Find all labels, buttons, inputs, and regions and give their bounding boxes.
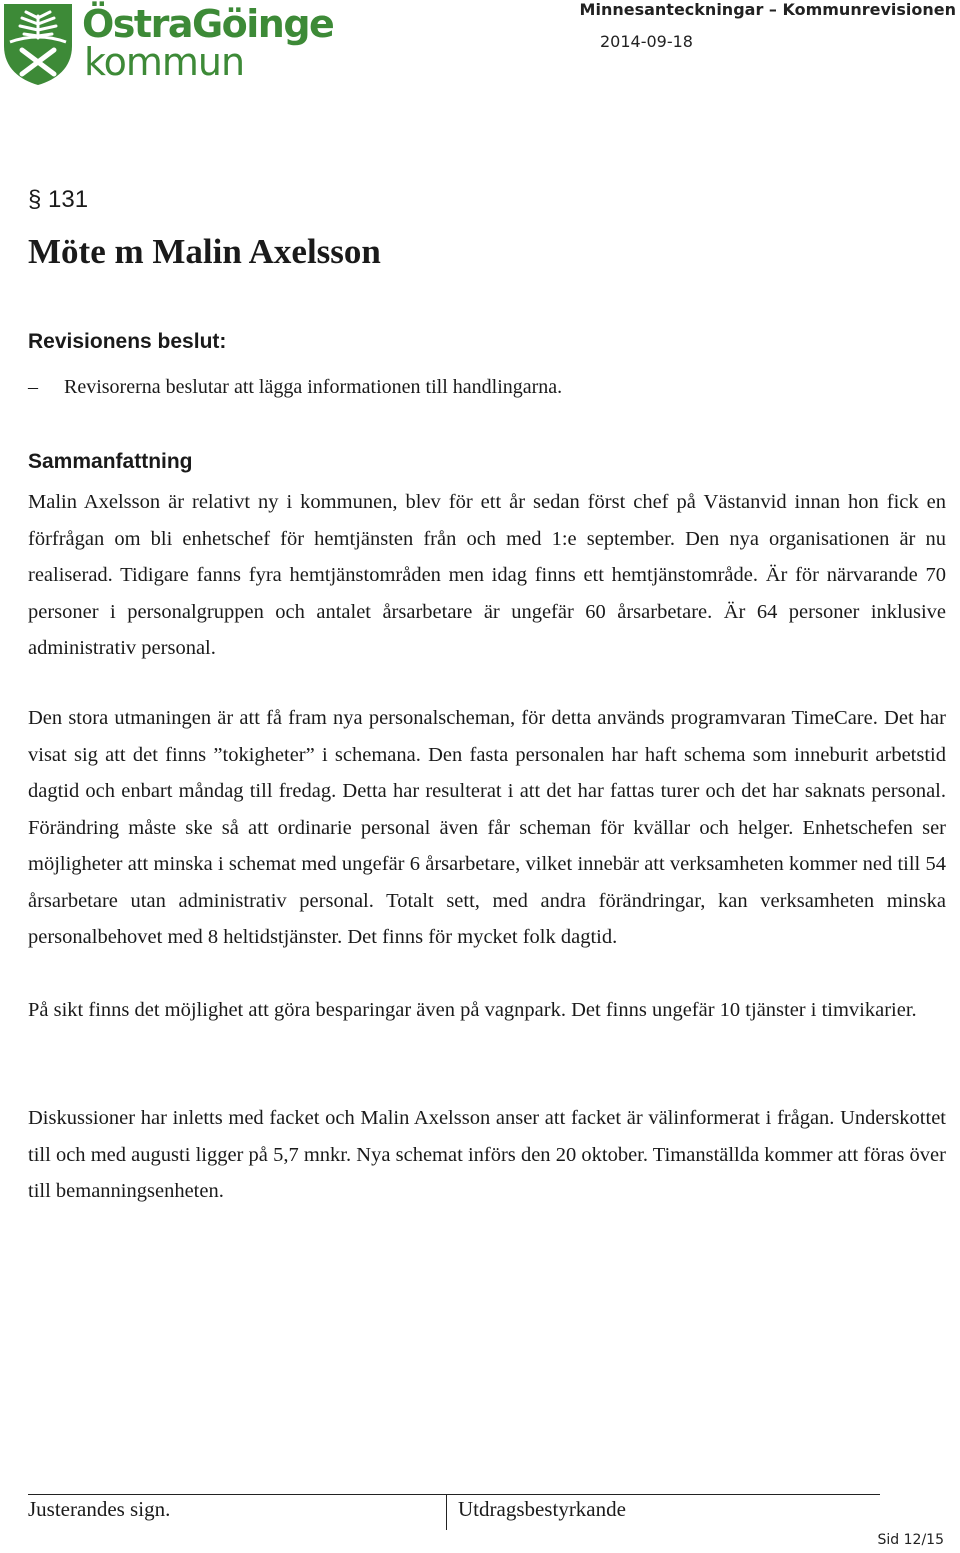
footer-divider: [28, 1494, 880, 1495]
footer-separator: [446, 1494, 447, 1530]
decision-heading: Revisionens beslut:: [28, 330, 227, 353]
bullet-dash: –: [28, 376, 38, 398]
coat-of-arms-icon: [0, 2, 76, 86]
summary-paragraph: Diskussioner har inletts med facket och Malin Axelsson anser att facket är välinformerat i frågan. Underskottet till och med augusti ligger på 5,7 mnkr. Nya schemat införs den 20 oktober. Timanställda kommer att föras över till bemanningsenheten.: [28, 1107, 946, 1202]
summary-paragraph: Malin Axelsson är relativt ny i kommunen, blev för ett år sedan först chef på Västanvid innan hon fick en förfrågan om bli enhetschef för hemtjänsten från och med 1:e september. Den nya organisationen är nu realiserad. Tidigare fanns fyra hemtjänstområden men idag finns ett hemtjänstområde. Är för närvarande 70 personer i personalgruppen och antalet årsarbetare är ungefär 60 årsarbetare. Är 64 personer inklusive administrativ personal.: [28, 491, 946, 659]
certification-label: Utdragsbestyrkande: [458, 1497, 626, 1521]
summary-paragraph: Den stora utmaningen är att få fram nya personalscheman, för detta används programvaran TimeCare. Det har visat sig att det finns ”tokigheter” i schemana. Den fasta personalen har haft schema som inneburit arbetstid dagtid och enbart måndag till fredag. Detta har resulterat i att det har fattas turer och det har saknats personal. Förändring måste ske så att ordinarie personal även får scheman för kvällar och helger. Enhetschefen ser möjligheter att minska i schemat med ungefär 6 årsarbetare, vilket innebär att verksamheten kommer ned till 54 årsarbetare utan administrativ personal. Totalt sett, med andra förändringar, kan verksamheten minska personalbehovet med 8 heltidstjänster. Det finns för mycket folk dagtid.: [28, 707, 946, 948]
municipality-logo: [0, 0, 334, 92]
paragraph-number: § 131: [28, 186, 89, 213]
logo-subtitle: kommun: [84, 40, 245, 84]
document-date: 2014-09-18: [600, 32, 693, 51]
logo-wordmark: ÖstraGöinge: [82, 2, 334, 46]
page-title: Möte m Malin Axelsson: [28, 232, 381, 271]
decision-text: Revisorerna beslutar att lägga informationen till handlingarna.: [64, 376, 563, 398]
decision-bullet: [28, 374, 928, 400]
page-number: Sid 12/15: [877, 1532, 944, 1548]
signature-label: Justerandes sign.: [28, 1497, 171, 1521]
document-title: Minnesanteckningar – Kommunrevisionen: [579, 0, 956, 19]
summary-heading: Sammanfattning: [28, 450, 193, 473]
summary-paragraph: På sikt finns det möjlighet att göra besparingar även på vagnpark. Det finns ungefär 10 tjänster i timvikarier.: [28, 999, 917, 1021]
